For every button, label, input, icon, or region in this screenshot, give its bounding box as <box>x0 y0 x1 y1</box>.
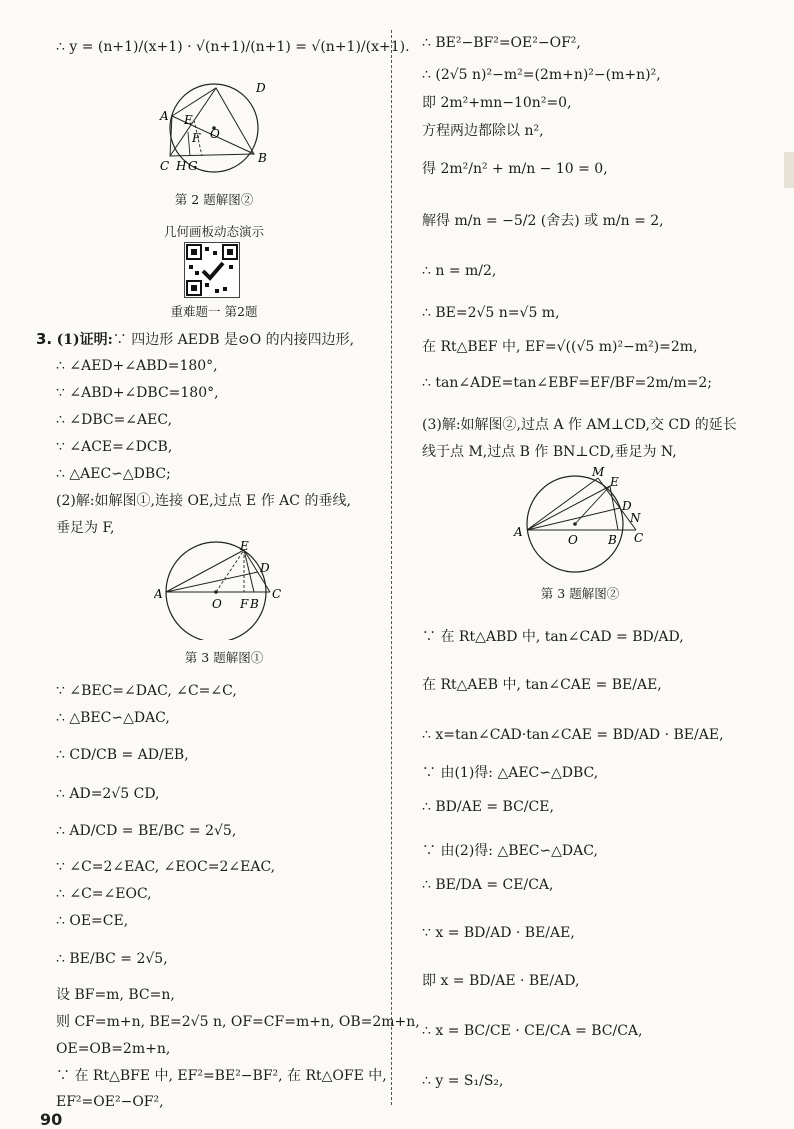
solution-line: ∴ △BEC∽△DAC, <box>56 710 170 726</box>
q3-heading <box>36 330 354 349</box>
solution-line: ∵ 由(1)得: △AEC∽△DBC, <box>422 765 599 781</box>
column-divider <box>391 30 392 1105</box>
page-number: 90 <box>40 1110 63 1129</box>
formula-line: ∴ y = (n+1)/(x+1) · √(n+1)/(n+1) = √(n+1)/(x+1). <box>56 39 410 55</box>
solution-line: ∵ 在 Rt△BFE 中, EF²=BE²−BF², 在 Rt△OFE 中, <box>56 1068 387 1084</box>
solution-line: 即 2m²+mn−10n²=0, <box>422 95 572 111</box>
solution-line: ∴ ∠C=∠EOC, <box>56 886 152 902</box>
part2-line: 垂足为 F, <box>56 520 115 536</box>
solution-line: OE=OB=2m+n, <box>56 1041 171 1057</box>
part1-head: (1)证明: <box>56 332 113 348</box>
proof-line: ∵ 四边形 AEDB 是⊙O 的内接四边形, <box>112 332 355 348</box>
solution-line: ∴ n = m/2, <box>422 263 497 279</box>
figure-3b-caption: 第 3 题解图② <box>540 586 620 601</box>
left-column <box>34 0 420 1124</box>
label-D: D <box>260 561 270 575</box>
label-F: F <box>240 597 249 611</box>
label-H: H <box>176 159 187 173</box>
qr-title: 几何画板动态演示 <box>163 224 264 239</box>
label-C: C <box>272 587 282 601</box>
label-O: O <box>568 533 578 547</box>
label-G: G <box>188 159 198 173</box>
label-E: E <box>240 540 249 553</box>
label-C: C <box>634 531 644 545</box>
solution-line: ∴ BE/BC = 2√5, <box>56 951 168 967</box>
solution-line: ∴ BE²−BF²=OE²−OF², <box>422 35 581 51</box>
solution-line: EF²=OE²−OF², <box>56 1094 164 1110</box>
label-D: D <box>622 499 632 513</box>
label-E: E <box>184 113 193 127</box>
right-column <box>410 0 780 1124</box>
proof-line: ∵ ∠ABD+∠DBC=180°, <box>56 385 219 401</box>
solution-line: 方程两边都除以 n², <box>422 123 544 139</box>
qr-code[interactable] <box>184 242 240 298</box>
solution-line: 即 x = BD/AE · BE/AD, <box>422 973 580 989</box>
solution-line: ∵ ∠BEC=∠DAC, ∠C=∠C, <box>56 683 237 699</box>
label-C: C <box>160 159 170 173</box>
solution-line: ∴ BE/DA = CE/CA, <box>422 877 554 893</box>
label-M: M <box>592 465 605 479</box>
page-edge-mark <box>784 152 794 188</box>
solution-line: ∴ BE=2√5 n=√5 m, <box>422 305 560 321</box>
check-icon <box>203 263 223 278</box>
solution-line: 在 Rt△BEF 中, EF=√((√5 m)²−m²)=2m, <box>422 339 698 355</box>
solution-line: ∵ 在 Rt△ABD 中, tan∠CAD = BD/AD, <box>422 629 684 645</box>
label-O: O <box>210 127 220 141</box>
solution-line: ∴ AD/CD = BE/BC = 2√5, <box>56 823 237 839</box>
solution-line: ∴ y = S₁/S₂, <box>422 1073 504 1089</box>
solution-line: 得 2m²/n² + m/n − 10 = 0, <box>422 161 608 177</box>
label-B: B <box>608 533 617 547</box>
solution-line: ∴ AD=2√5 CD, <box>56 786 160 802</box>
proof-line: ∴ △AEC∽△DBC; <box>56 466 171 482</box>
label-E: E <box>610 475 619 489</box>
solution-line: ∵ 由(2)得: △BEC∽△DAC, <box>422 843 598 859</box>
label-B: B <box>250 597 259 611</box>
figure-3-solution-1 <box>154 540 294 640</box>
solution-line: 解得 m/n = −5/2 (舍去) 或 m/n = 2, <box>422 213 664 229</box>
solution-line: ∵ ∠C=2∠EAC, ∠EOC=2∠EAC, <box>56 859 276 875</box>
label-D: D <box>256 81 266 95</box>
solution-line: 则 CF=m+n, BE=2√5 n, OF=CF=m+n, OB=2m+n, <box>56 1014 420 1030</box>
solution-line: ∴ x=tan∠CAD·tan∠CAE = BD/AD · BE/AE, <box>422 727 724 743</box>
qr-caption: 重难题一 第2题 <box>170 304 258 319</box>
label-A: A <box>514 525 523 539</box>
figure-2-caption: 第 2 题解图② <box>174 192 254 207</box>
solution-line: 设 BF=m, BC=n, <box>56 987 175 1003</box>
part3-line: 线于点 M,过点 B 作 BN⊥CD,垂足为 N, <box>422 444 677 460</box>
question-number: 3. <box>36 330 53 348</box>
part3-line: (3)解:如解图②,过点 A 作 AM⊥CD,交 CD 的延长 <box>422 417 737 433</box>
solution-line: ∴ x = BC/CE · CE/CA = BC/CA, <box>422 1023 643 1039</box>
figure-2-solution-2 <box>154 80 274 180</box>
label-N: N <box>630 511 641 525</box>
label-O: O <box>212 597 222 611</box>
proof-line: ∴ ∠AED+∠ABD=180°, <box>56 358 218 374</box>
solution-line: 在 Rt△AEB 中, tan∠CAE = BE/AE, <box>422 677 662 693</box>
part2-line: (2)解:如解图①,连接 OE,过点 E 作 AC 的垂线, <box>56 493 351 509</box>
label-F: F <box>192 131 201 145</box>
solution-line: ∴ OE=CE, <box>56 913 129 929</box>
figure-3-solution-2 <box>510 464 650 574</box>
solution-line: ∴ BD/AE = BC/CE, <box>422 799 554 815</box>
qr-code-pattern <box>185 243 239 297</box>
solution-line: ∴ tan∠ADE=tan∠EBF=EF/BF=2m/m=2; <box>422 375 712 391</box>
proof-line: ∴ ∠DBC=∠AEC, <box>56 412 173 428</box>
label-B: B <box>258 151 267 165</box>
solution-line: ∵ x = BD/AD · BE/AE, <box>422 925 575 941</box>
figure-3a-caption: 第 3 题解图① <box>184 650 264 665</box>
solution-line: ∴ CD/CB = AD/EB, <box>56 747 189 763</box>
proof-line: ∵ ∠ACE=∠DCB, <box>56 439 173 455</box>
solution-line: ∴ (2√5 n)²−m²=(2m+n)²−(m+n)², <box>422 67 661 83</box>
label-A: A <box>160 109 169 123</box>
label-A: A <box>154 587 163 601</box>
